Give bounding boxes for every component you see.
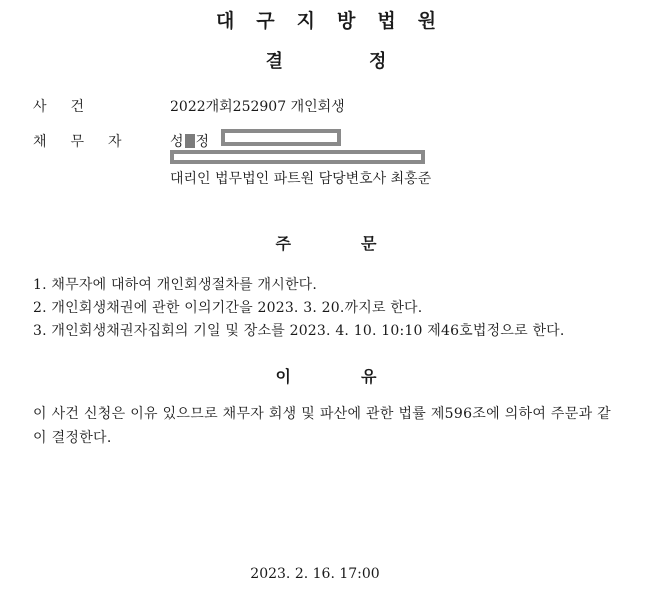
debtor-name-last: 정	[195, 134, 210, 150]
debtor-name-first: 성	[170, 134, 184, 150]
agent-info: 대리인 법무법인 파트원 담당변호사 최홍준	[170, 171, 432, 187]
redaction-mark	[185, 134, 195, 148]
reason-heading: 이유	[275, 367, 447, 386]
redacted-resident-number	[221, 129, 341, 146]
case-number: 2022개회252907 개인회생	[170, 99, 345, 115]
debtor-label: 채무자	[33, 134, 146, 150]
order-item-2: 2. 개인회생채권에 관한 이의기간을 2023. 3. 20.까지로 한다.	[33, 300, 423, 316]
debtor-name	[170, 131, 209, 151]
order-item-1: 1. 채무자에 대하여 개인회생절차를 개시한다.	[33, 277, 318, 293]
order-heading: 주문	[275, 234, 447, 253]
decision-date: 2023. 2. 16. 17:00	[250, 566, 380, 582]
redacted-address	[170, 150, 425, 164]
reason-text: 이 사건 신청은 이유 있으므로 채무자 회생 및 파산에 관한 법률 제596조에 의하여 주문과 같이 결정한다.	[33, 406, 611, 446]
order-item-3: 3. 개인회생채권자집회의 기일 및 장소를 2023. 4. 10. 10:10 제46호법정으로 한다.	[33, 323, 565, 339]
case-label: 사건	[33, 99, 109, 115]
document-title: 결정	[265, 51, 473, 72]
court-name: 대구지방법원	[215, 10, 459, 32]
